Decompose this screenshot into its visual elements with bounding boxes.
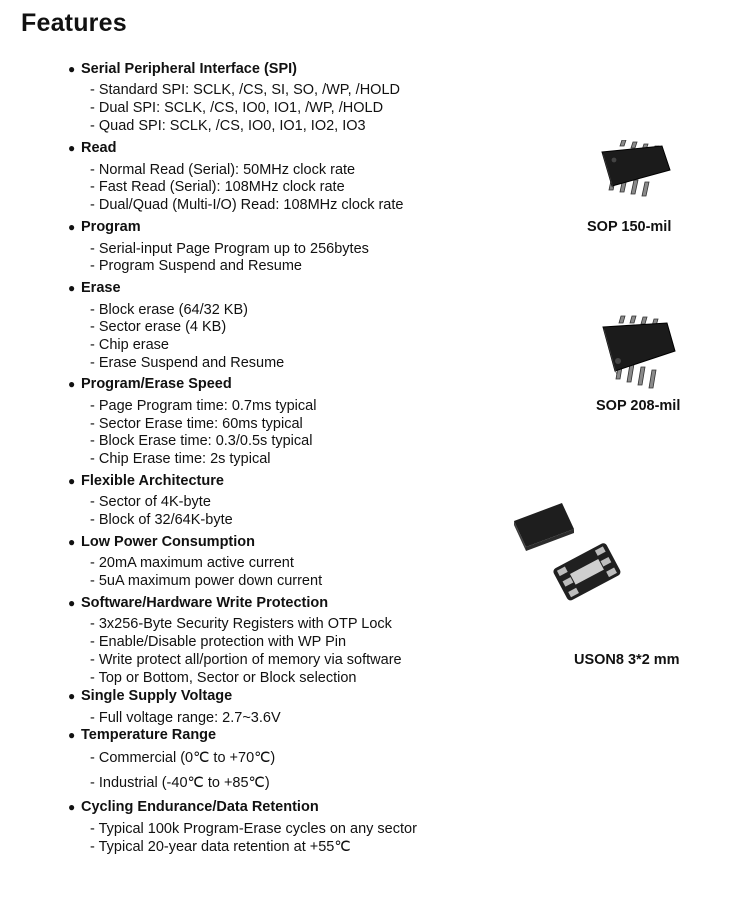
feature-item: - Sector Erase time: 60ms typical (90, 416, 303, 432)
feature-heading: ● Low Power Consumption (68, 534, 255, 550)
feature-heading: ● Erase (68, 280, 121, 296)
page-title: Features (21, 9, 127, 37)
feature-item: - Sector of 4K-byte (90, 494, 211, 510)
feature-item: - Typical 20-year data retention at +55℃ (90, 839, 351, 855)
feature-item: - Dual SPI: SCLK, /CS, IO0, IO1, /WP, /HOLD (90, 100, 384, 116)
package-label: SOP 150-mil (587, 219, 672, 235)
sop8-chip-icon (592, 140, 676, 200)
feature-heading: ● Read (68, 140, 117, 156)
package-label: USON8 3*2 mm (574, 652, 680, 668)
feature-item: - Enable/Disable protection with WP Pin (90, 634, 347, 650)
feature-heading: ● Serial Peripheral Interface (SPI) (68, 61, 297, 77)
feature-item: - Normal Read (Serial): 50MHz clock rate (90, 162, 356, 178)
feature-item: - Industrial (-40℃ to +85℃) (90, 775, 270, 791)
feature-item: - Standard SPI: SCLK, /CS, SI, SO, /WP, /HOLD (90, 82, 400, 98)
feature-heading: ● Single Supply Voltage (68, 688, 233, 704)
feature-item: - Top or Bottom, Sector or Block selection (90, 670, 357, 686)
sop8-chip-icon (595, 315, 681, 389)
feature-item: - Page Program time: 0.7ms typical (90, 398, 317, 414)
feature-item: - Dual/Quad (Multi-I/O) Read: 108MHz clock rate (90, 197, 404, 213)
feature-item: - Quad SPI: SCLK, /CS, IO0, IO1, IO2, IO3 (90, 118, 366, 134)
feature-item: - Chip erase (90, 337, 169, 353)
package-label: SOP 208-mil (596, 398, 681, 414)
feature-item: - Full voltage range: 2.7~3.6V (90, 710, 281, 726)
feature-heading: ● Flexible Architecture (68, 473, 224, 489)
feature-item: - 5uA maximum power down current (90, 573, 323, 589)
feature-item: - Fast Read (Serial): 108MHz clock rate (90, 179, 345, 195)
feature-item: - Serial-input Page Program up to 256bytes (90, 241, 369, 257)
feature-item: - 3x256-Byte Security Registers with OTP Lock (90, 616, 392, 632)
feature-item: - Write protect all/portion of memory via software (90, 652, 402, 668)
feature-item: - Block of 32/64K-byte (90, 512, 233, 528)
feature-heading: ● Program/Erase Speed (68, 376, 232, 392)
feature-item: - Sector erase (4 KB) (90, 319, 227, 335)
feature-item: - Erase Suspend and Resume (90, 355, 285, 371)
uson8-chip-icon (512, 495, 622, 605)
feature-heading: ● Temperature Range (68, 727, 217, 743)
feature-item: - Program Suspend and Resume (90, 258, 302, 274)
feature-heading: ● Cycling Endurance/Data Retention (68, 799, 319, 815)
feature-item: - Commercial (0℃ to +70℃) (90, 750, 276, 766)
feature-item: - Chip Erase time: 2s typical (90, 451, 271, 467)
feature-heading: ● Program (68, 219, 141, 235)
feature-heading: ● Software/Hardware Write Protection (68, 595, 329, 611)
feature-item: - Block Erase time: 0.3/0.5s typical (90, 433, 313, 449)
feature-item: - Typical 100k Program-Erase cycles on any sector (90, 821, 417, 837)
feature-item: - Block erase (64/32 KB) (90, 302, 248, 318)
feature-item: - 20mA maximum active current (90, 555, 294, 571)
